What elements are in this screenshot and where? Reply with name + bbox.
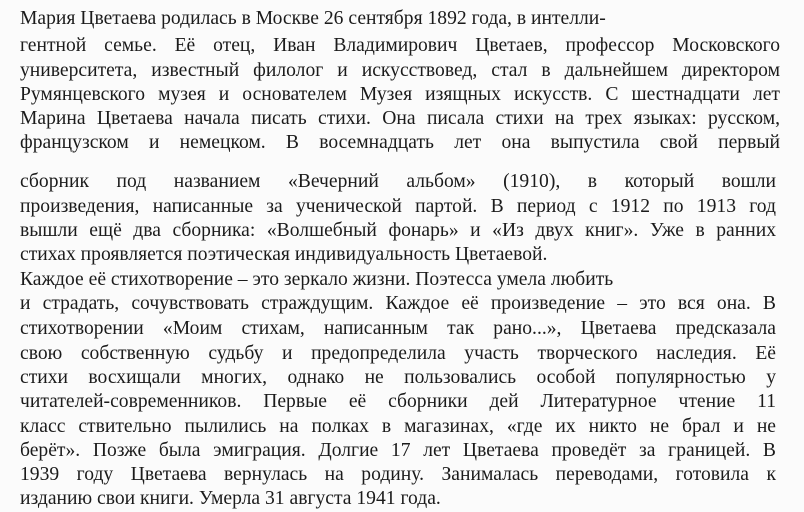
text-line: стихотворении «Моим стихам, написанным так рано...», Цветаева предсказала (20, 318, 776, 339)
text-line: 1939 году Цветаева вернулась на родину. Занималась переводами, готовила к (20, 464, 776, 485)
text-line: Румянцевского музея и основателем Музея изящных искусств. С шестнадцати лет (20, 84, 780, 105)
text-line: французском и немецком. В восемнадцать лет она выпустила свой первый (20, 132, 780, 153)
text-line: Мария Цветаева родилась в Москве 26 сентября 1892 года, в интелли- (20, 8, 606, 29)
text-line: берёт». Позже была эмиграция. Долгие 17 лет Цветаева проведёт за границей. В (20, 440, 776, 461)
text-line: университета, известный филолог и искусствовед, стал в дальнейшем директором (20, 60, 780, 81)
text-line: свою собственную судьбу и предопределила участь творческого наследия. Её (20, 343, 776, 364)
text-line: стихи восхищали многих, однако не пользовались особой популярностью у (20, 367, 776, 388)
text-line: Марина Цветаева начала писать стихи. Она писала стихи на трех языках: русском, (20, 108, 780, 129)
text-line: Каждое её стихотворение – это зеркало жизни. Поэтесса умела любить (20, 269, 614, 290)
text-line: стихах проявляется поэтическая индивидуальность Цветаевой. (20, 244, 548, 265)
text-line: читателей-современников. Первые её сборники дей Литературное чтение 11 (20, 391, 776, 412)
text-line: изданию свои книги. Умерла 31 августа 1941 года. (20, 488, 441, 509)
text-line: сборник под названием «Вечерний альбом» (1910), в который вошли (20, 171, 776, 192)
text-line: и страдать, сочувствовать страждущим. Каждое её произведение – это вся она. В (20, 293, 776, 314)
text-line: произведения, написанные за ученической партой. В период с 1912 по 1913 год (20, 196, 776, 217)
text-line: класс ствительно пылились на полках в магазинах, «где их никто не брал и не (20, 416, 776, 437)
text-line: гентной семье. Её отец, Иван Владимирович Цветаев, профессор Московского (20, 35, 780, 56)
text-line: вышли ещё два сборника: «Волшебный фонарь» и «Из двух книг». Уже в ранних (20, 220, 776, 241)
